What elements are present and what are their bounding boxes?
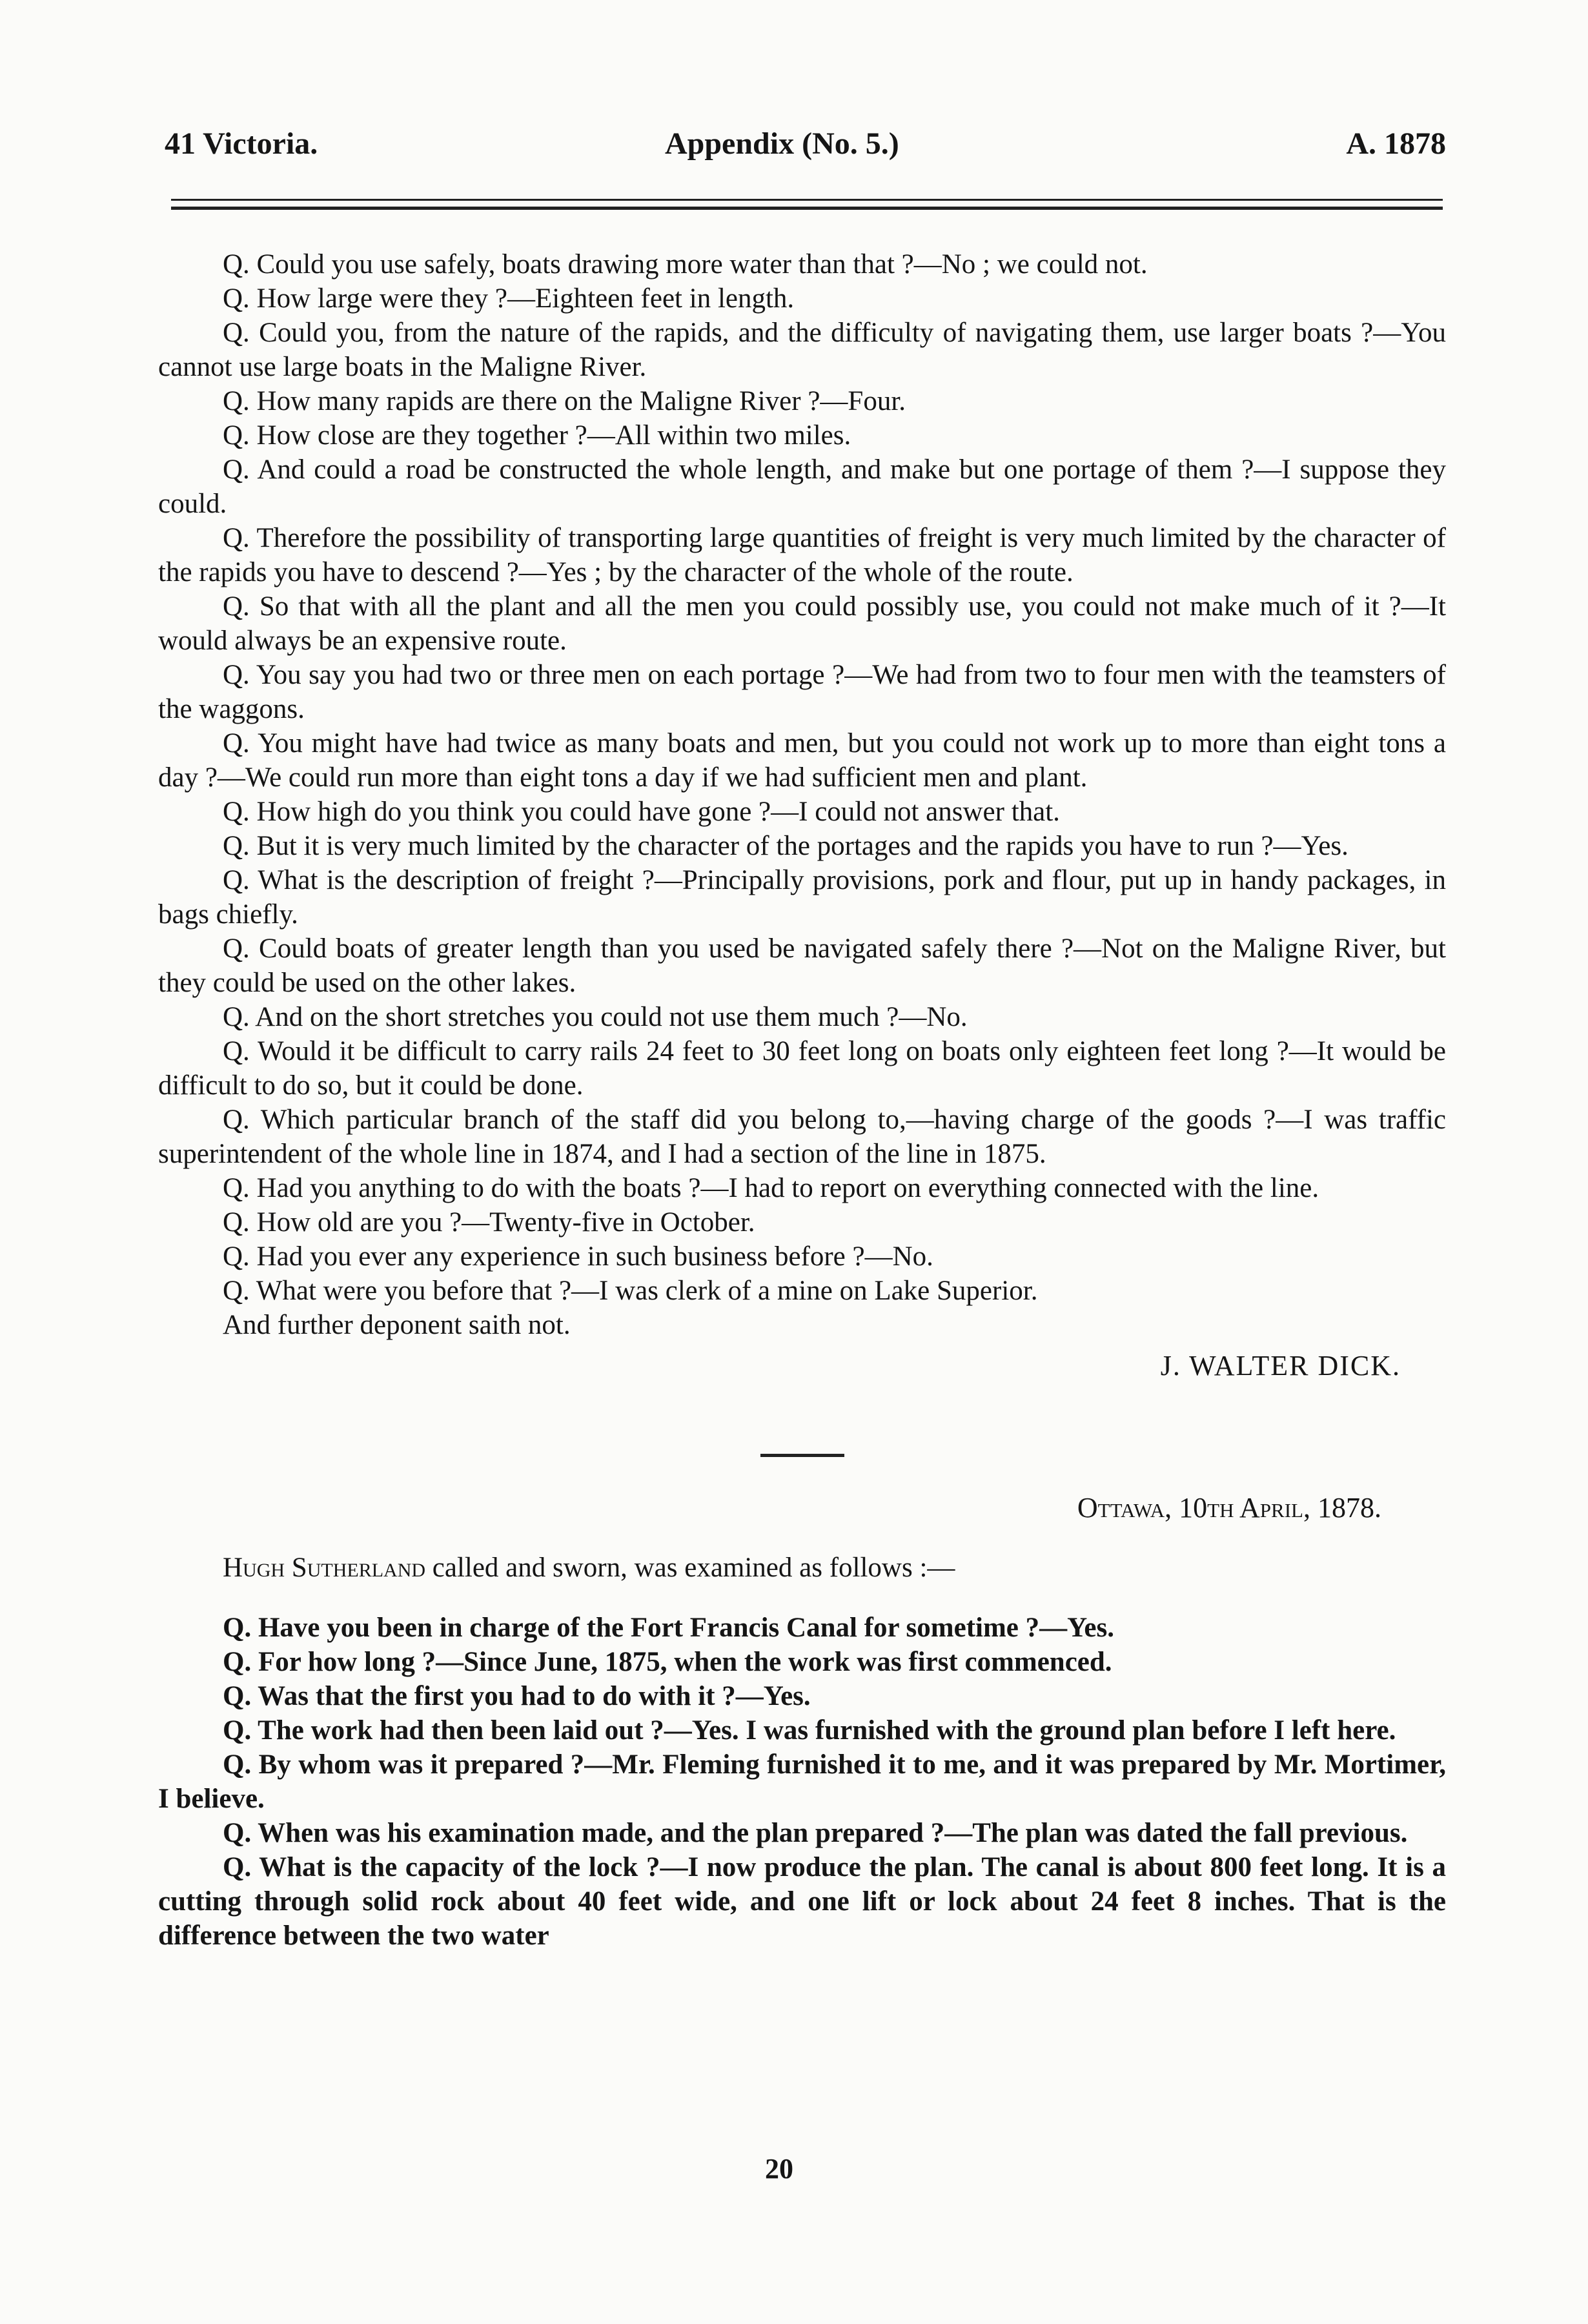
paragraph: Q. Could boats of greater length than you used be navigated safely there ?—Not on the Maligne River, but they could be used on the other lakes.	[158, 933, 1446, 998]
testimony-walter-dick	[158, 247, 1446, 1342]
paragraph: Q. You might have had twice as many boats and men, but you could not work up to more than eight tons a day ?—We could run more than eight tons a day if we had sufficient men and plant.	[158, 728, 1446, 793]
deponent-signature: J. WALTER DICK.	[1160, 1350, 1401, 1381]
witness-name: Hugh Sutherland	[223, 1553, 426, 1583]
paragraph: Q. Have you been in charge of the Fort Francis Canal for sometime ?—Yes.	[223, 1613, 1114, 1643]
page-header	[165, 126, 1446, 171]
paragraph: Q. How old are you ?—Twenty-five in October.	[223, 1207, 755, 1238]
paragraph: Q. How high do you think you could have gone ?—I could not answer that.	[223, 797, 1060, 827]
paragraph: Q. How close are they together ?—All within two miles.	[223, 420, 851, 451]
witness-intro-text: called and sworn, was examined as follows :—	[425, 1553, 955, 1583]
paragraph: Q. And on the short stretches you could not use them much ?—No.	[223, 1002, 968, 1032]
paragraph: Q. What were you before that ?—I was clerk of a mine on Lake Superior.	[223, 1276, 1038, 1306]
header-session: 41 Victoria.	[165, 127, 318, 161]
header-rule-thin	[171, 199, 1443, 201]
section-divider	[760, 1454, 844, 1457]
paragraph: Q. Was that the first you had to do with it ?—Yes.	[223, 1681, 811, 1711]
document-body	[158, 247, 1446, 1953]
paragraph: Q. And could a road be constructed the whole length, and make but one portage of them ?—I suppose they could.	[158, 454, 1446, 519]
paragraph: Q. The work had then been laid out ?—Yes. I was furnished with the ground plan before I left here.	[223, 1715, 1396, 1746]
paragraph: Q. How many rapids are there on the Maligne River ?—Four.	[223, 386, 906, 416]
paragraph: Q. Had you ever any experience in such business before ?—No.	[223, 1241, 933, 1272]
header-rule-thick	[171, 207, 1443, 210]
paragraph: Q. By whom was it prepared ?—Mr. Fleming furnished it to me, and it was prepared by Mr. Mortimer, I believe.	[158, 1749, 1446, 1814]
header-appendix: Appendix (No. 5.)	[665, 127, 899, 161]
paragraph: Q. You say you had two or three men on each portage ?—We had from two to four men with the teamsters of the waggons.	[158, 660, 1446, 724]
testimony-hugh-sutherland	[158, 1611, 1446, 1953]
paragraph: Q. Would it be difficult to carry rails 24 feet to 30 feet long on boats only eighteen feet long ?—It would be difficult to do so, but it could be done.	[158, 1036, 1446, 1101]
paragraph: Q. Therefore the possibility of transporting large quantities of freight is very much limited by the character of the rapids you have to descend ?—Yes ; by the character of the whole of the route.	[158, 523, 1446, 587]
paragraph: Q. Which particular branch of the staff did you belong to,—having charge of the goods ?—I was traffic superintendent of the whole line in 1874, and I had a section of the line in 1875.	[158, 1105, 1446, 1169]
paragraph: Q. But it is very much limited by the character of the portages and the rapids you have to run ?—Yes.	[223, 831, 1349, 861]
paragraph-closing: And further deponent saith not.	[223, 1310, 571, 1340]
paragraph: Q. Could you use safely, boats drawing more water than that ?—No ; we could not.	[223, 249, 1148, 280]
witness-intro	[158, 1551, 1446, 1585]
page-number: 20	[765, 2153, 793, 2185]
paragraph: Q. How large were they ?—Eighteen feet in length.	[223, 283, 795, 314]
dateline: Ottawa, 10th April, 1878.	[1077, 1492, 1381, 1524]
paragraph: Q. When was his examination made, and the plan prepared ?—The plan was dated the fall previous.	[223, 1818, 1408, 1848]
paragraph: Q. Could you, from the nature of the rapids, and the difficulty of navigating them, use larger boats ?—You cannot use large boats in the Maligne River.	[158, 318, 1446, 382]
paragraph: Q. What is the description of freight ?—Principally provisions, pork and flour, put up in handy packages, in bags chiefly.	[158, 865, 1446, 930]
paragraph: Q. Had you anything to do with the boats ?—I had to report on everything connected with the line.	[223, 1173, 1319, 1203]
paragraph: Q. So that with all the plant and all the men you could possibly use, you could not make much of it ?—It would always be an expensive route.	[158, 591, 1446, 656]
header-year: A. 1878	[1346, 127, 1446, 161]
paragraph: Q. For how long ?—Since June, 1875, when the work was first commenced.	[223, 1647, 1112, 1677]
paragraph: Q. What is the capacity of the lock ?—I now produce the plan. The canal is about 800 feet long. It is a cutting through solid rock about 40 feet wide, and one lift or lock about 24 feet 8 inches. That is the difference between the two water	[158, 1852, 1446, 1951]
